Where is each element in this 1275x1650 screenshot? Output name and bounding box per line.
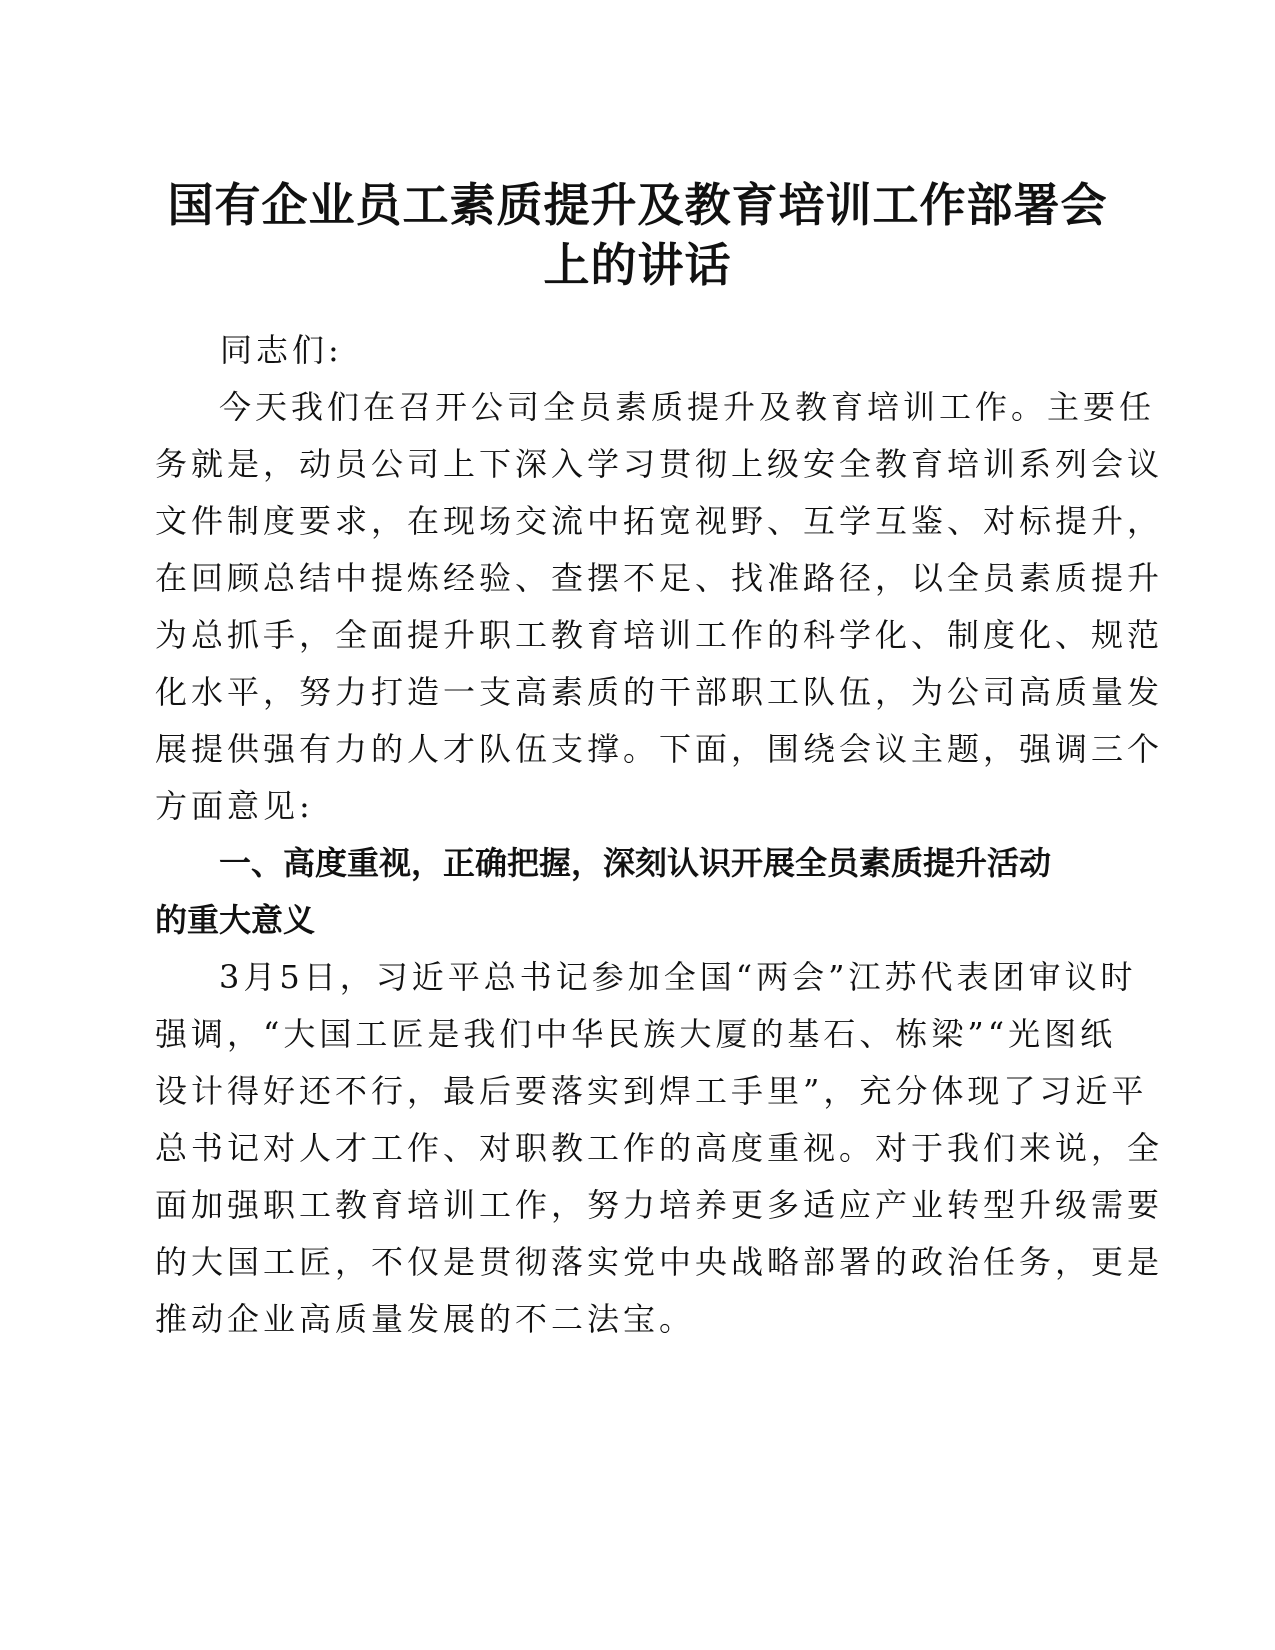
paragraph-line: 务就是，动员公司上下深入学习贯彻上级安全教育培训系列会议 [155,445,1164,483]
paragraph-line: 文件制度要求，在现场交流中拓宽视野、互学互鉴、对标提升， [155,502,1164,540]
paragraph-line: 设计得好还不行，最后要落实到焊工手里”，充分体现了习近平 [155,1072,1148,1110]
paragraph-section-1 [155,949,1164,1348]
paragraph-line: 3月5日，习近平总书记参加全国“两会”江苏代表团审议时 [219,958,1137,996]
heading-line: 一、高度重视，正确把握，深刻认识开展全员素质提升活动 [219,844,1052,882]
paragraph-intro [155,379,1164,835]
paragraph-line: 方面意见: [155,787,314,825]
paragraph-line: 面加强职工教育培训工作，努力培养更多适应产业转型升级需要 [155,1186,1164,1224]
paragraph-line: 推动企业高质量发展的不二法宝。 [155,1300,696,1338]
paragraph-line: 总书记对人才工作、对职教工作的高度重视。对于我们来说，全 [155,1129,1164,1167]
paragraph-line: 强调，“大国工匠是我们中华民族大厦的基石、栋梁”“光图纸 [155,1015,1117,1053]
title-line: 上的讲话 [543,238,732,292]
title-line: 国有企业员工素质提升及教育培训工作部署会 [167,178,1108,232]
section-heading-1 [155,835,1115,949]
document-title [150,175,1125,295]
paragraph-line: 为总抓手，全面提升职工教育培训工作的科学化、制度化、规范 [155,616,1164,654]
paragraph-line: 化水平，努力打造一支高素质的干部职工队伍，为公司高质量发 [155,673,1164,711]
paragraph-line: 在回顾总结中提炼经验、查摆不足、找准路径，以全员素质提升 [155,559,1164,597]
paragraph-line: 展提供强有力的人才队伍支撑。下面，围绕会议主题，强调三个 [155,730,1164,768]
paragraph-line: 的大国工匠，不仅是贯彻落实党中央战略部署的政治任务，更是 [155,1243,1164,1281]
greeting: 同志们: [220,331,343,369]
heading-line: 的重大意义 [155,901,316,939]
paragraph-line: 今天我们在召开公司全员素质提升及教育培训工作。主要任 [219,388,1156,426]
